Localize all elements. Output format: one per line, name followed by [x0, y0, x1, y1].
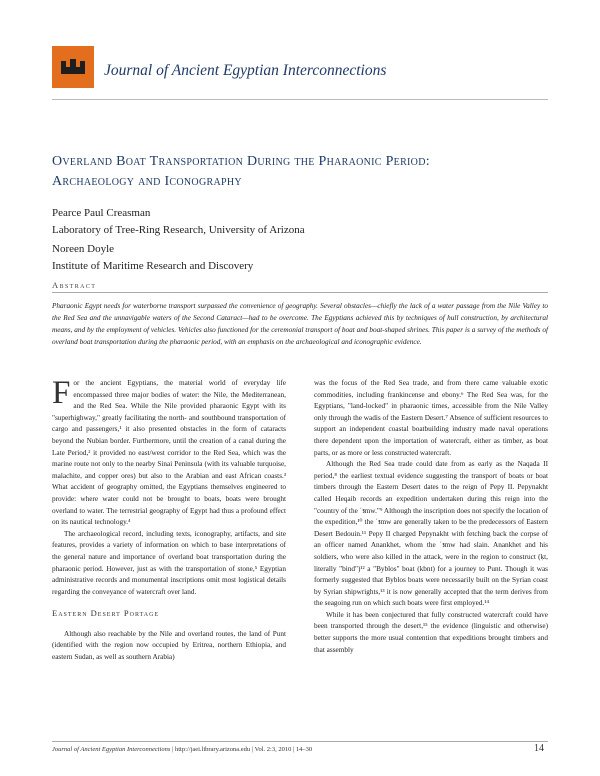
author-name: Pearce Paul Creasman [52, 207, 151, 219]
footer-journal: Journal of Ancient Egyptian Interconnections [52, 746, 171, 753]
author-block [52, 241, 253, 275]
footer-separator: | [291, 746, 296, 753]
article-title-line-2: Archaeology and Iconography [52, 174, 242, 189]
body-paragraph: was the focus of the Red Sea trade, and from there came valuable exotic commodities, including frankincense and ebony.⁶ The Red Sea was, for the Egyptians, "land-locked" in pharaonic times, accessible from the Nile Valley only through the wadis of the Eastern Desert.⁷ Absence of sufficient resources to support an independent coastal boatbuilding industry made naval operations there dependent upon the importation of watercraft, either as timber, as boat parts, or as more or less constructed watercraft. [314, 379, 548, 457]
footer-separator: | [250, 746, 255, 753]
crown-logo-icon [52, 46, 94, 88]
author-affiliation: Laboratory of Tree-Ring Research, University of Arizona [52, 224, 305, 236]
footer-citation [52, 746, 312, 753]
author-affiliation: Institute of Maritime Research and Discovery [52, 260, 254, 272]
body-paragraph: The archaeological record, including texts, iconography, artifacts, and site features, provides a variety of information on which to base interpretations of the general nature and importance of overland boat transportation during the pharaonic period. However, just as with the transportation of stone,⁵ Egyptian administrative records and monumental inscriptions omit most logistical details regarding the conveyance of watercraft over land. [52, 529, 286, 596]
header-divider [52, 99, 548, 100]
author-name: Noreen Doyle [52, 243, 115, 255]
footer-divider [52, 741, 548, 742]
abstract-heading: Abstract [52, 280, 97, 290]
journal-title[interactable]: Journal of Ancient Egyptian Interconnections [104, 62, 387, 79]
paragraph-text: or the ancient Egyptians, the material world of everyday life encompassed three major bodies of water: the Nile, the Mediterranean, and the Red Sea. While the Nile provided pharaonic Egypt with its "superhighway," greatly facilitating the north- and southbound transportation of cargo and passengers,¹ it also presented obstacles in the form of cataracts beyond the Nubian border. Furthermore, until the creation of a canal during the Late Period,² it provided no east/west corridor to the Red Sea, which was the marine route not only to the nearby Sinai Peninsula (with its valuable turquoise, malachite, and copper ores) but also to the Arabian and east African coasts.³ What accident of geography omitted, the Egyptians themselves engineered to provide: where water could not be brought to boats, boats were brought overland to water. The terrestrial geography of Egypt had thus a profound effect on its nautical technology.⁴ [52, 379, 286, 527]
body-column-left [52, 375, 286, 664]
abstract-divider [52, 292, 548, 293]
section-heading: Eastern Desert Portage [52, 608, 160, 619]
footer-url-link[interactable]: http://jaei.library.arizona.edu [174, 746, 251, 753]
article-title-line-1: Overland Boat Transportation During the Pharaonic Period: [52, 154, 430, 169]
body-paragraph: While it has been conjectured that fully constructed watercraft could have been transported through the desert,¹⁵ the evidence (linguistic and otherwise) better supports the more usual contention that expeditions brought timbers and that assembly [314, 610, 548, 654]
body-paragraph: Although the Red Sea trade could date from as early as the Naqada II period,⁸ the earliest textual evidence suggesting the transport of boats or boat timbers through the Eastern Desert dates to the reign of Pepy II. Pepynakht called Heqaib records an expedition undertaken during this reign into the "country of the ʿꜣmw."⁹ Although the inscription does not specify the location of the expedition,¹⁰ the ʿꜣmw are generally taken to be the predecessors of Eastern Desert Bedouin.¹¹ Pepy II charged Pepynakht with fetching back the corpse of an officer named Anankhet, whom the ʿꜣmw had slain. Anankhet and his soldiers, who were also killed in the attack, were in the region to construct (ḳt, literally "bind")¹² a "Byblos" boat (kbnt) for a journey to Punt. Though it was formerly suggested that Byblos boats were necessarily built on the Syrian coast by Syrian shipwrights,¹³ it is now generally accepted that the term derives from the seagoing run on which such boats were first employed.¹⁴ [314, 460, 548, 608]
body-column-right [314, 378, 548, 656]
body-paragraph: Although also reachable by the Nile and overland routes, the land of Punt (identified with the region now occupied by Eritrea, northern Ethiopia, and eastern Sudan, as well as southern Arabia) [52, 629, 286, 662]
footer-volume: Vol. 2:3, 2010 [254, 746, 292, 753]
footer-pages: 14–30 [295, 746, 313, 753]
footer-separator: | [170, 746, 175, 753]
article-title [52, 152, 548, 192]
drop-cap: F [52, 375, 71, 411]
body-paragraph [52, 375, 286, 529]
abstract-text: Pharaonic Egypt needs for waterborne transport surpassed the convenience of geography. Several obstacles—chiefly the lack of a water passage from the Nile Valley to the Red Sea and the unnavigable waters of the Second Cataract—had to be overcome. The Egyptians achieved this by techniques of hull construction, by architectural means, and by the employment of vehicles. Vehicles also functioned for the ceremonial transport of boat and boat-shaped shrines. This paper is a survey of the methods of overland boat transportation during the pharaonic period, with an emphasis on the archaeological and iconographic evidence. [52, 302, 548, 346]
page-number: 14 [534, 743, 544, 754]
author-block [52, 205, 305, 239]
